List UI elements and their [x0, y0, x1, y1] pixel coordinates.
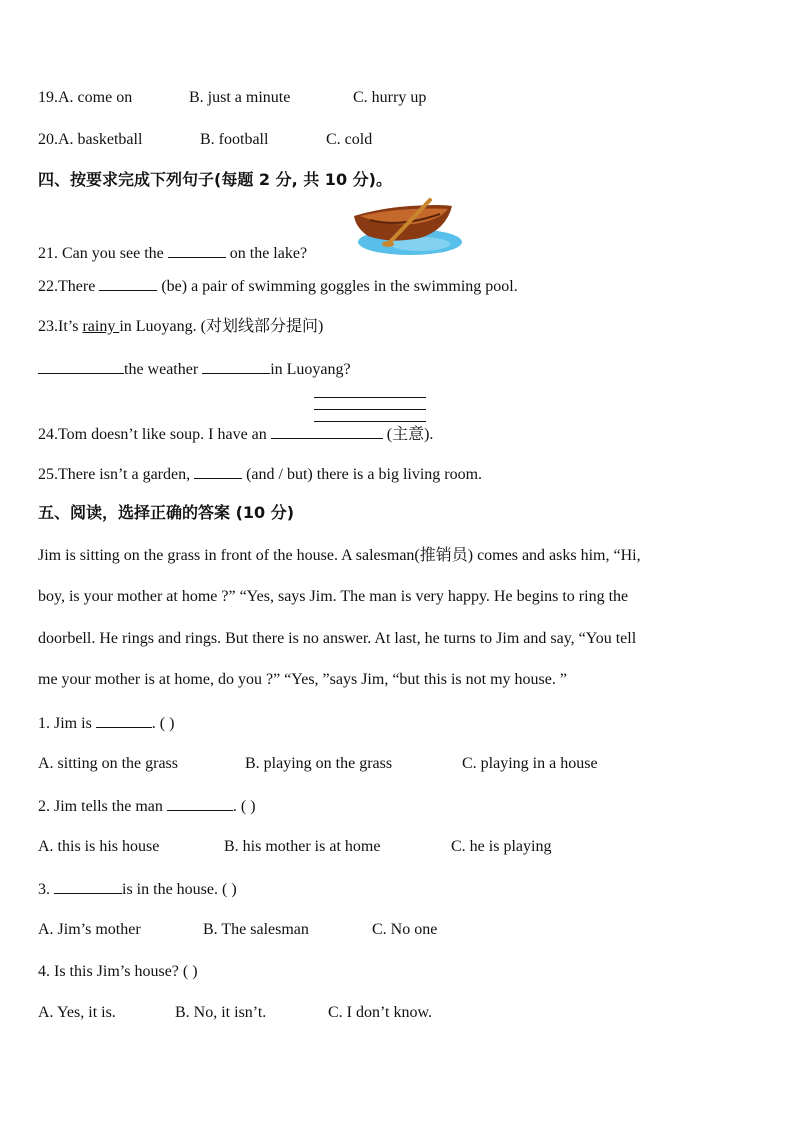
q23-text-after: in Luoyang. (对划线部分提问)	[119, 318, 324, 335]
section-5-score: (10 分)	[230, 503, 295, 522]
q21-answer-blank[interactable]	[168, 242, 226, 258]
boat-illustration	[350, 198, 466, 260]
r3-option-a: A. Jim’s mother	[38, 921, 141, 938]
r2-option-b: B. his mother is at home	[224, 838, 381, 855]
question-22	[38, 275, 518, 297]
question-23	[38, 317, 323, 337]
q22-text-after: (be) a pair of swimming goggles in the swimming pool.	[157, 278, 518, 295]
question-20	[38, 130, 372, 150]
q20-option-a: A. basketball	[58, 131, 143, 148]
r4-option-a: A. Yes, it is.	[38, 1004, 116, 1021]
q24-text-after: (主意).	[382, 426, 434, 443]
r3-option-c: C. No one	[372, 921, 438, 938]
r1-text-before: 1. Jim is	[38, 715, 96, 732]
r1-option-c: C. playing in a house	[462, 755, 598, 772]
reading-question-2-options	[38, 837, 551, 857]
r2-text-after: . ( )	[232, 798, 256, 815]
section-5-title: 五、阅读，选择正确的答案	[38, 503, 231, 522]
r3-text-before: 3.	[38, 881, 54, 898]
q23-underlined-word: rainy	[82, 318, 120, 335]
q19-number: 19.	[38, 89, 58, 106]
q23-answer-blank-2[interactable]	[202, 358, 270, 374]
reading-question-4: 4. Is this Jim’s house? ( )	[38, 963, 198, 980]
question-25	[38, 463, 482, 485]
q24-stack-line-1	[314, 397, 426, 398]
reading-question-1-options	[38, 754, 598, 774]
r1-text-after: . ( )	[151, 715, 175, 732]
q23-answer-blank-1[interactable]	[38, 358, 124, 374]
r3-text-after: is in the house. ( )	[122, 881, 237, 898]
q19-option-b: B. just a minute	[189, 89, 291, 106]
q23-line2-end: in Luoyang?	[270, 361, 351, 378]
question-24	[38, 423, 433, 445]
q25-answer-blank[interactable]	[194, 463, 242, 479]
r2-text-before: 2. Jim tells the man	[38, 798, 167, 815]
q20-number: 20.	[38, 131, 58, 148]
r2-answer-blank[interactable]	[167, 795, 233, 811]
q21-text-before: 21. Can you see the	[38, 245, 168, 262]
r1-option-a: A. sitting on the grass	[38, 755, 178, 772]
passage-line: boy, is your mother at home ?” “Yes, says Jim. The man is very happy. He begins to ring the	[38, 588, 629, 605]
r2-option-c: C. he is playing	[451, 838, 552, 855]
reading-question-4-options	[38, 1003, 432, 1023]
r1-option-b: B. playing on the grass	[245, 755, 393, 772]
q23-text-before: 23.It’s	[38, 318, 83, 335]
q23-line2-middle: the weather	[124, 361, 203, 378]
r2-option-a: A. this is his house	[38, 838, 160, 855]
q24-stack-line-2	[314, 409, 426, 410]
r3-answer-blank[interactable]	[54, 878, 122, 894]
reading-question-2	[38, 795, 256, 817]
passage-line: Jim is sitting on the grass in front of the house. A salesman(推销员) comes and asks him, “Hi,	[38, 547, 641, 564]
passage-line: me your mother is at home, do you ?” “Yes, ”says Jim, “but this is not my house. ”	[38, 671, 567, 688]
q24-answer-blank[interactable]	[271, 423, 383, 439]
reading-question-3-options	[38, 920, 437, 940]
q22-text-before: 22.There	[38, 278, 100, 295]
q25-text-after: (and / but) there is a big living room.	[242, 466, 483, 483]
q20-option-b: B. football	[200, 131, 269, 148]
question-19	[38, 88, 426, 108]
r3-option-b: B. The salesman	[203, 921, 309, 938]
question-23-answer-line	[38, 358, 351, 380]
q24-text-before: 24.Tom doesn’t like soup. I have an	[38, 426, 271, 443]
r1-answer-blank[interactable]	[96, 712, 152, 728]
section-4-heading: 四、按要求完成下列句子(每题 2 分, 共 10 分)。	[38, 170, 392, 189]
q19-option-c: C. hurry up	[353, 89, 427, 106]
section-5-heading	[38, 503, 294, 523]
reading-question-1	[38, 712, 174, 734]
q19-option-a: A. come on	[58, 89, 133, 106]
r4-option-b: B. No, it isn’t.	[175, 1004, 267, 1021]
q25-text-before: 25.There isn’t a garden,	[38, 466, 195, 483]
question-21	[38, 242, 307, 264]
q21-text-after: on the lake?	[225, 245, 308, 262]
passage-line: doorbell. He rings and rings. But there is no answer. At last, he turns to Jim and say, “You tell	[38, 630, 637, 647]
q24-stack-line-3	[314, 421, 426, 422]
q22-answer-blank[interactable]	[99, 275, 157, 291]
r4-option-c: C. I don’t know.	[328, 1004, 432, 1021]
q20-option-c: C. cold	[326, 131, 373, 148]
reading-question-3	[38, 878, 237, 900]
